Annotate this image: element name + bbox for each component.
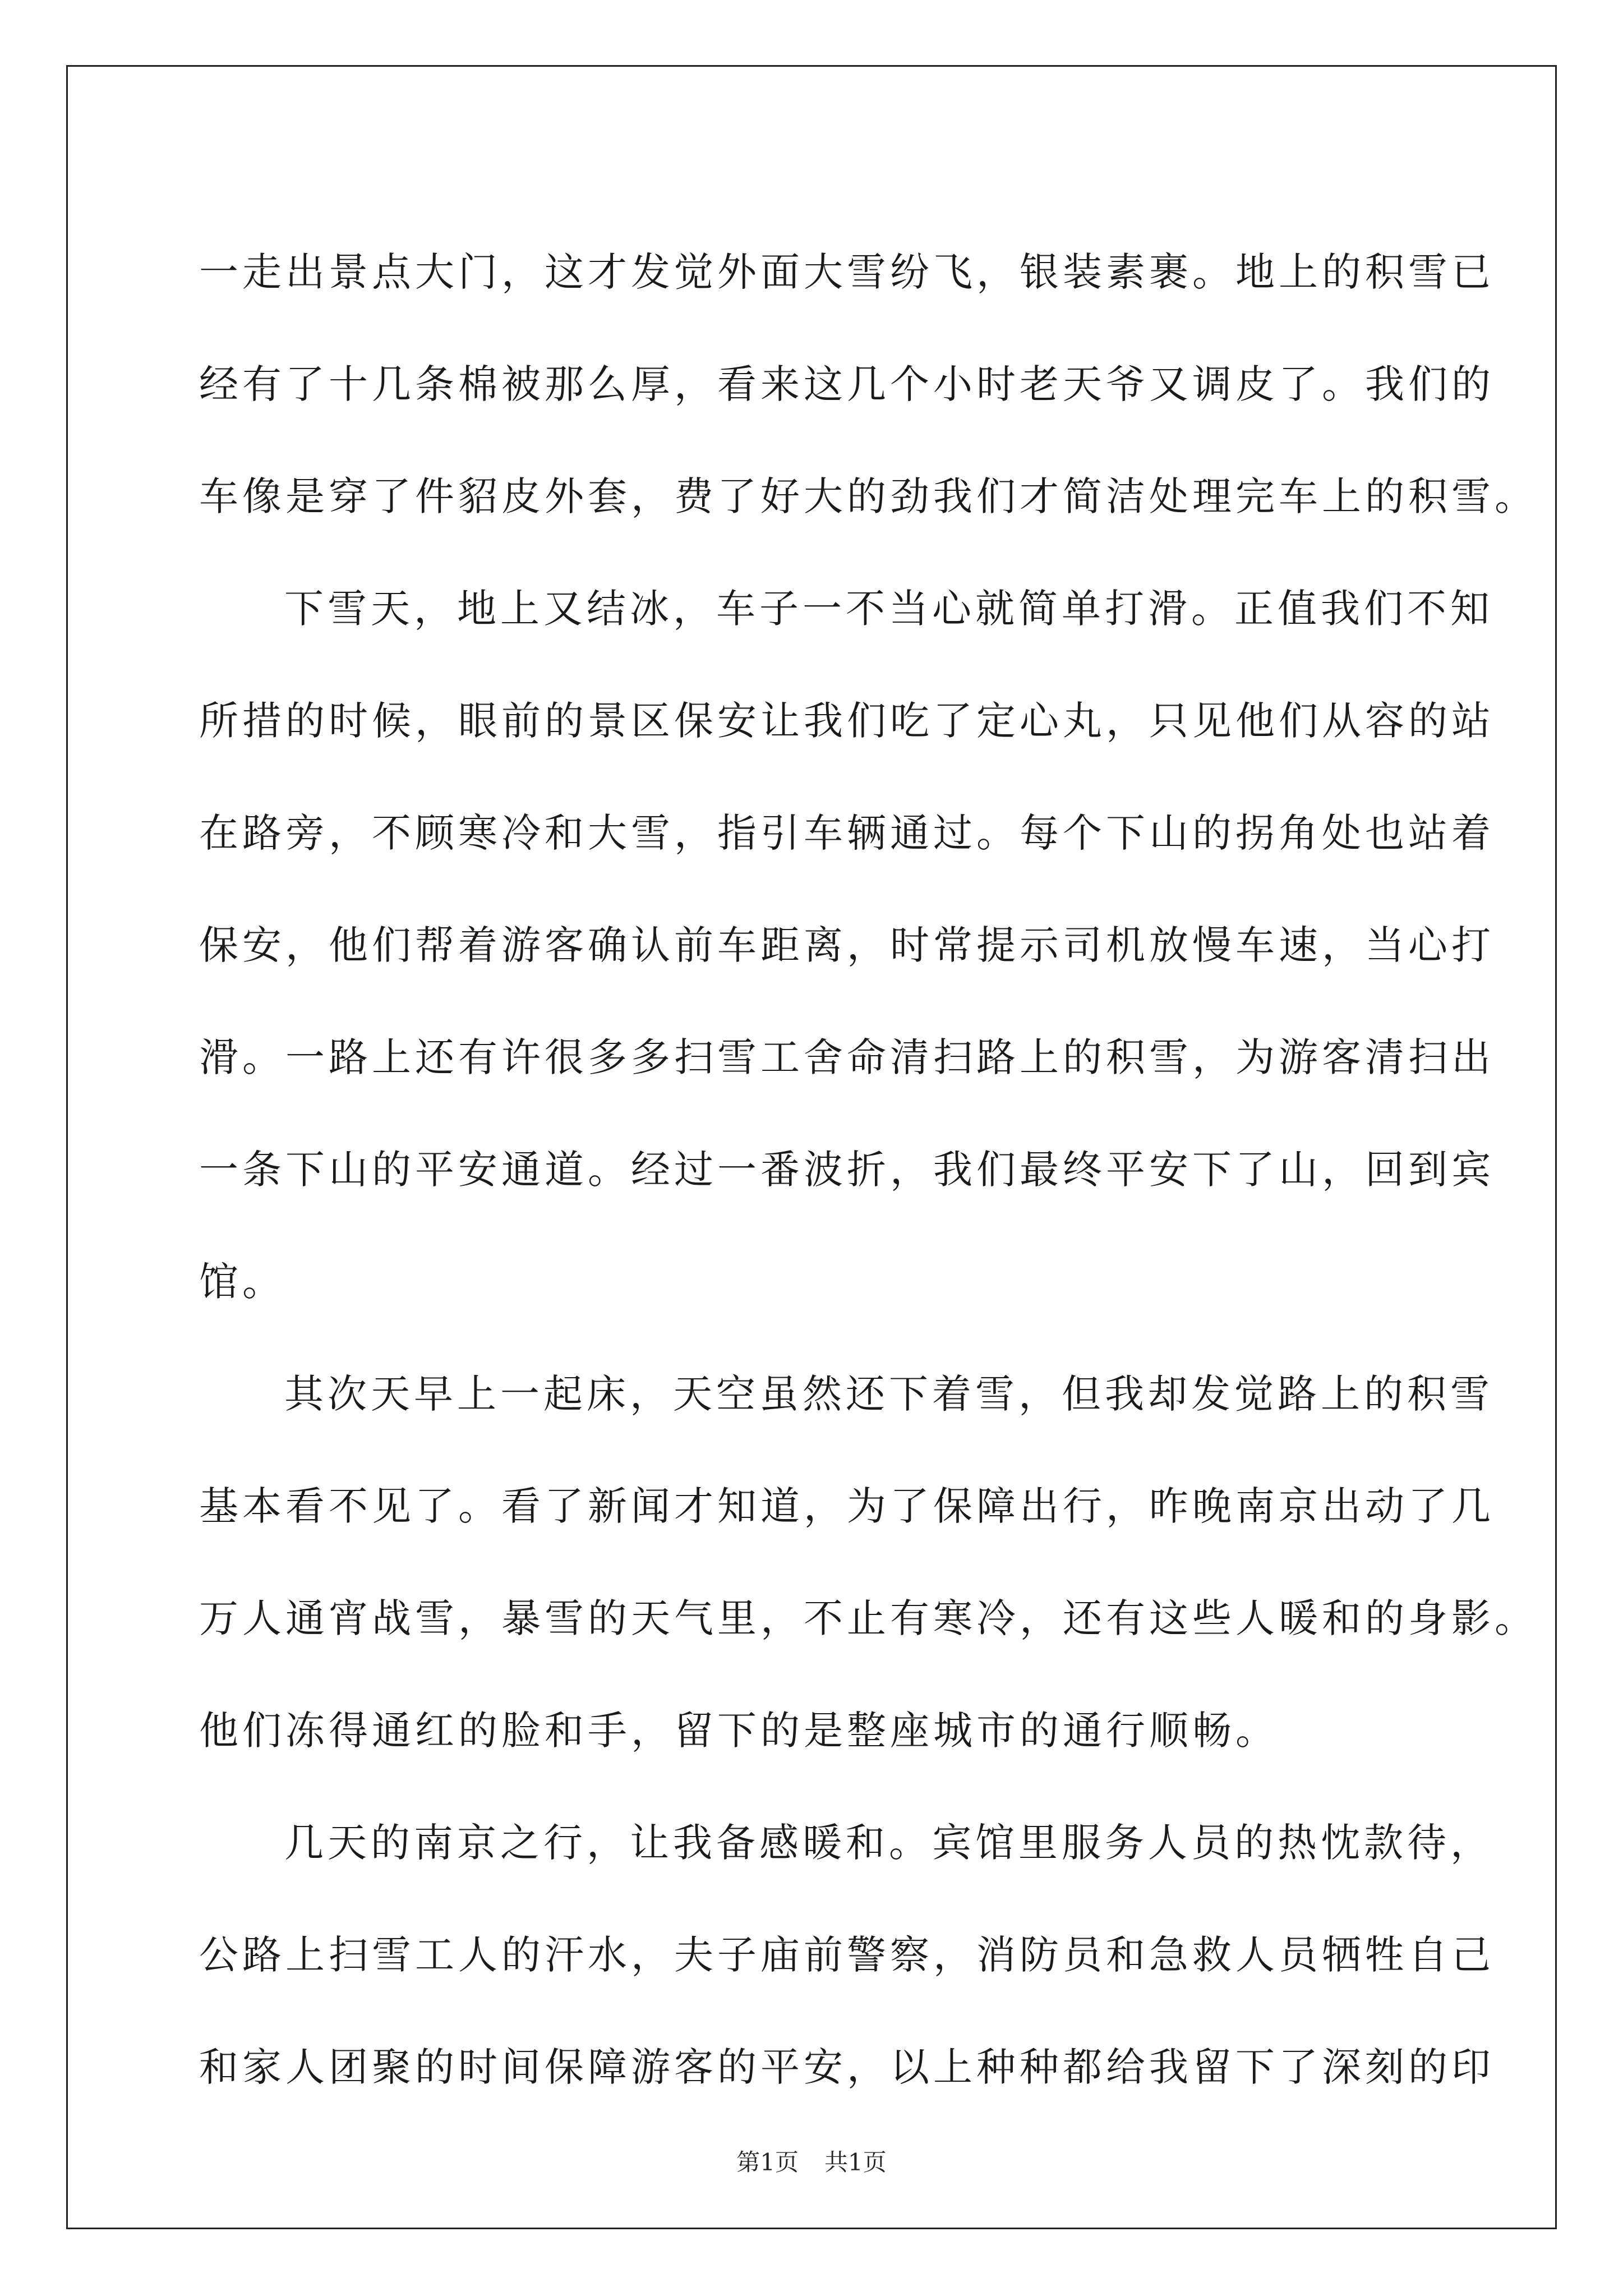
- text-line: 万人通宵战雪，暴雪的天气里，不止有寒冷，还有这些人暖和的身影。: [199, 1595, 1538, 1641]
- text-line: 保安，他们帮着游客确认前车距离，时常提示司机放慢车速，当心打: [199, 922, 1495, 968]
- text-line: 他们冻得通红的脸和手，留下的是整座城市的通行顺畅。: [199, 1708, 1279, 1754]
- text-line: 馆。: [199, 1259, 285, 1305]
- text-line: 一条下山的平安通道。经过一番波折，我们最终平安下了山，回到宾: [199, 1147, 1495, 1193]
- text-line: 车像是穿了件貂皮外套，费了好大的劲我们才简洁处理完车上的积雪。: [199, 473, 1538, 519]
- text-line: 滑。一路上还有许很多多扫雪工舍命清扫路上的积雪，为游客清扫出: [199, 1034, 1495, 1080]
- text-line: 一走出景点大门，这才发觉外面大雪纷飞，银装素裹。地上的积雪已: [199, 249, 1495, 295]
- page-footer: [0, 2146, 1623, 2179]
- text-line: 所措的时候，眼前的景区保安让我们吃了定心丸，只见他们从容的站: [199, 698, 1495, 744]
- document-body: [199, 216, 1538, 2123]
- paragraph-start-line: 其次天早上一起床，天空虽然还下着雪，但我却发觉路上的积雪: [284, 1371, 1493, 1417]
- paragraph-start-line: 下雪天，地上又结冰，车子一不当心就简单打滑。正值我们不知: [284, 586, 1493, 632]
- text-line: 和家人团聚的时间保障游客的平安，以上种种都给我留下了深刻的印: [199, 2044, 1495, 2090]
- text-line: 经有了十几条棉被那么厚，看来这几个小时老天爷又调皮了。我们的: [199, 361, 1495, 407]
- paragraph-start-line: 几天的南京之行，让我备感暖和。宾馆里服务人员的热忱款待，: [284, 1820, 1493, 1866]
- text-line: 公路上扫雪工人的汗水，夫子庙前警察，消防员和急救人员牺牲自己: [199, 1932, 1495, 1978]
- page-number-current: 第1页: [736, 2148, 799, 2176]
- text-line: 在路旁，不顾寒冷和大雪，指引车辆通过。每个下山的拐角处也站着: [199, 810, 1495, 856]
- page-number-total: 共1页: [824, 2148, 887, 2176]
- text-line: 基本看不见了。看了新闻才知道，为了保障出行，昨晚南京出动了几: [199, 1483, 1495, 1529]
